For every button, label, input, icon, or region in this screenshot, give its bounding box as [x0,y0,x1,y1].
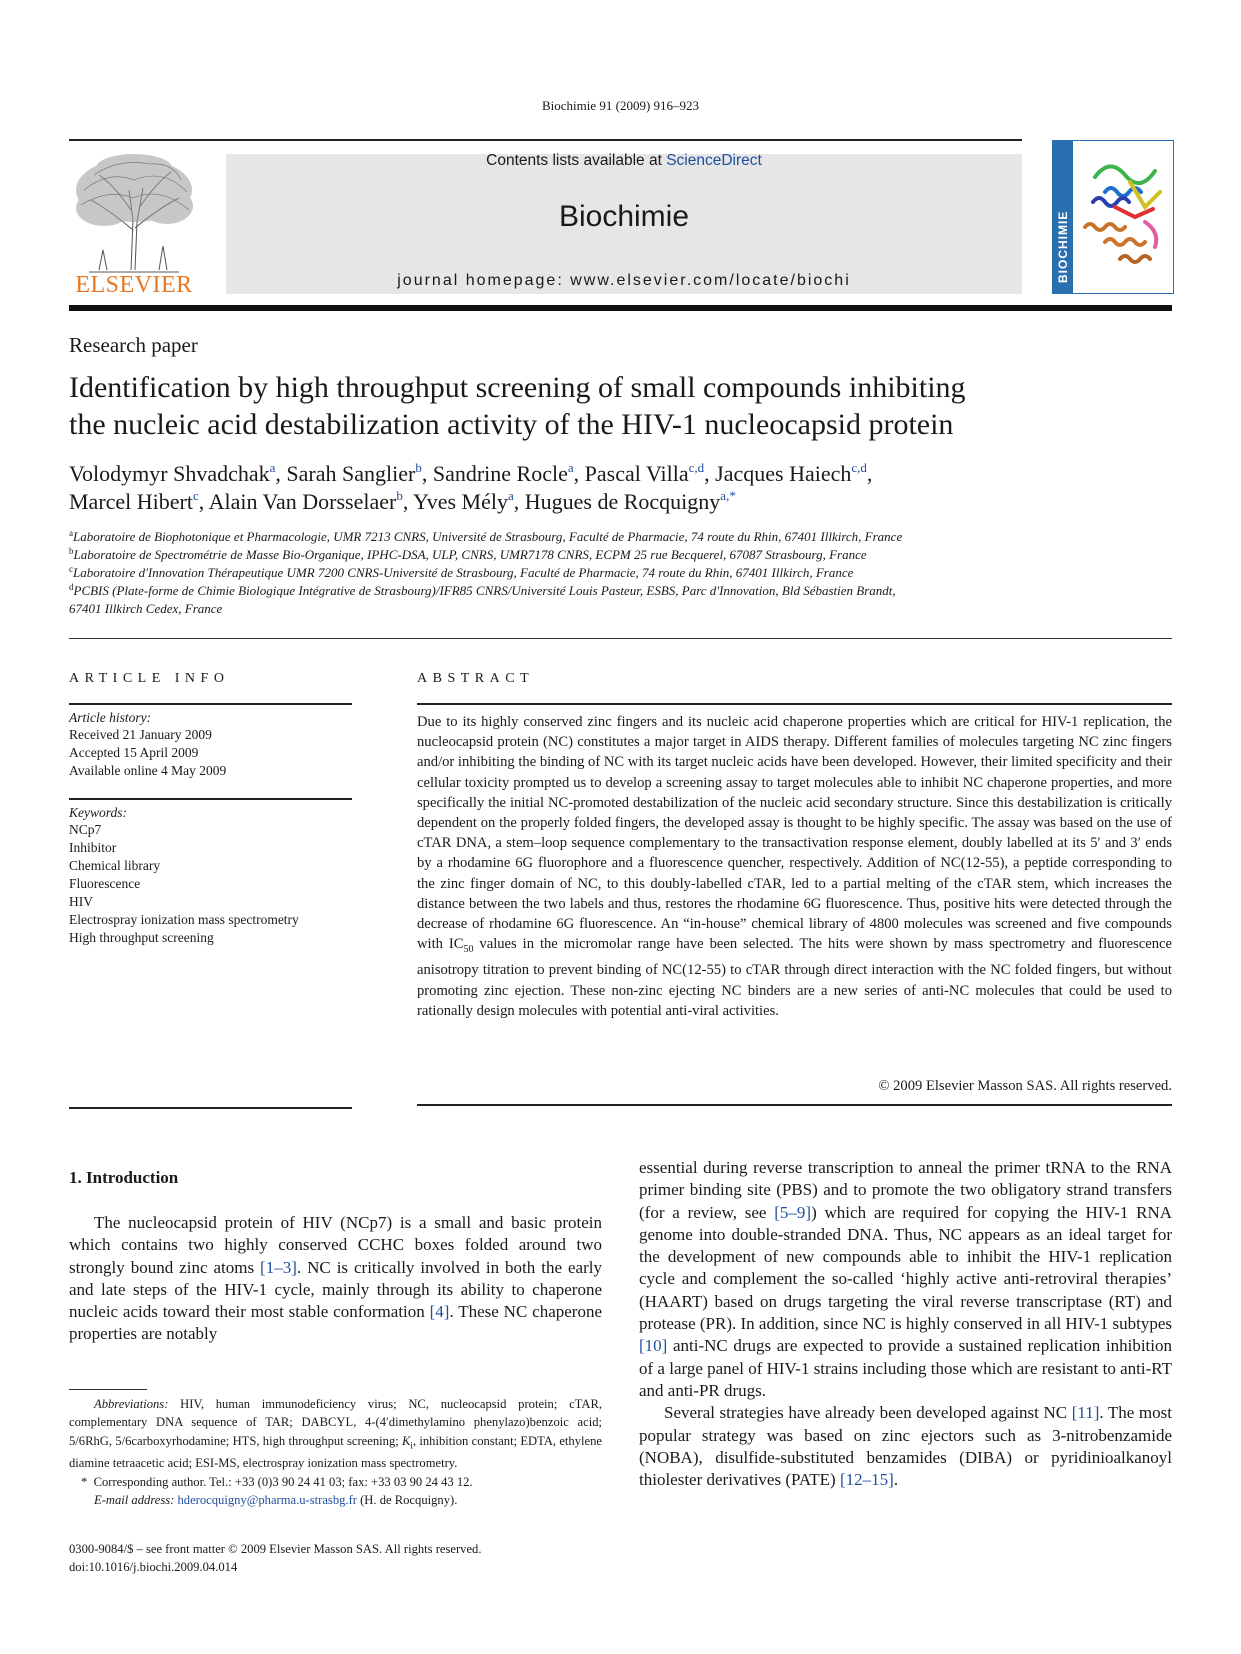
keywords-rule [69,798,352,800]
author-line-1: Volodymyr Shvadchak$^a$, Sarah Sanglier$^b$, Sandrine Rocle$^a$, Pascal Villa$^{c,d}$, Jacques Haiech$^{c,d}$, [69,460,873,486]
keyword: Fluorescence [69,876,141,891]
author-name[interactable]: Marcel Hibert [69,489,193,514]
history-label: Article history: [69,710,152,725]
affiliation-text-cont: 67401 Illkirch Cedex, France [69,601,223,616]
footnotes [69,1395,602,1509]
affiliation-b [69,546,1169,564]
author-name[interactable]: Volodymyr Shvadchak [69,461,270,486]
title-line-1: Identification by high throughput screening of small compounds inhibiting [69,371,966,404]
abstract-part: values in the micromolar range have been selected. The hits were shown by mass spectrometry and fluorescence anisotropy titration to prevent binding of NC(12-55) to cTAR through direct interaction with the NC folded fingers, but without promoting zinc ejection. These non-zinc ejecting NC binders are a new series of anti-NC molecules that could be used to rationally design molecules with potential anti-viral activities. [417,936,1172,1019]
affiliation-text: Laboratoire de Biophotonique et Pharmacologie, UMR 7213 CNRS, Université de Strasbourg, Faculté de Pharmacie, 74 route du Rhin, 67401 Illkirch, France [73,529,903,544]
intro-paragraph [639,1402,1172,1491]
header-rule [69,139,1022,141]
author-affiliation-mark[interactable]: a [269,460,276,475]
text-run: Several strategies have already been developed against NC [664,1403,1072,1423]
keywords-label: Keywords: [69,805,127,820]
author-affiliation-mark[interactable]: c,d [688,460,705,475]
intro-paragraph [639,1157,1172,1402]
author-affiliation-mark[interactable]: b [396,488,403,503]
abstract-heading: ABSTRACT [417,671,535,686]
author-name[interactable]: Sandrine Rocle [432,461,568,486]
keyword: Chemical library [69,858,161,873]
text-run: The nucleocapsid protein of HIV (NCp7) is a small and basic protein which contains two highly conserved CCHC boxes folded around two strongly bound zinc atoms [69,1213,602,1277]
author-list [69,460,1179,516]
asterisk-mark: * [81,1474,94,1489]
article-title [69,369,1179,443]
header-thick-rule [69,305,1172,311]
author-name[interactable]: Yves Mély [413,489,508,514]
affiliation-key: b [69,546,74,556]
reference-link[interactable]: [10] [639,1336,668,1356]
journal-cover-image [1052,140,1174,294]
issn-line: 0300-9084/$ – see front matter © 2009 Elsevier Masson SAS. All rights reserved. [69,1542,482,1556]
affiliation-key: a [69,528,73,538]
keyword: HIV [69,894,93,909]
intro-left-column [69,1212,602,1346]
cover-title: BIOCHIMIE [1056,210,1070,283]
email-owner: (H. de Rocquigny). [356,1493,458,1507]
affiliation-key: d [69,582,74,592]
author-affiliation-mark[interactable]: c,d [851,460,867,475]
front-matter-footer [69,1540,482,1576]
text-run: . [893,1470,899,1490]
history-accepted: Accepted 15 April 2009 [69,745,199,760]
sciencedirect-link[interactable]: ScienceDirect [666,152,762,169]
ic50-subscript: 50 [463,944,474,956]
abstract-copyright: © 2009 Elsevier Masson SAS. All rights reserved. [878,1078,1172,1094]
title-line-2: the nucleic acid destabilization activity of the HIV-1 nucleocapsid protein [69,408,954,441]
abbreviations-label: Abbreviations: [94,1397,169,1411]
reference-link[interactable]: [4] [429,1302,450,1322]
author-name[interactable]: Pascal Villa [584,461,689,486]
author-name[interactable]: Hugues de Rocquigny [524,489,721,514]
affiliation-a [69,528,1169,546]
footnote-rule [69,1389,147,1390]
corresponding-footnote [69,1473,602,1491]
ki-symbol: K [402,1433,411,1448]
affiliation-text: Laboratoire de Spectrométrie de Masse Bio-Organique, IPHC-DSA, ULP, CNRS, UMR7178 CNRS, ECPM 25 rue Becquerel, 67087 Strasbourg, France [73,547,867,562]
keyword: Electrospray ionization mass spectrometry [69,912,299,927]
contents-prefix: Contents lists available at [486,152,667,169]
journal-homepage-link[interactable]: journal homepage: www.elsevier.com/locate/biochi [397,272,851,289]
keywords [69,805,369,947]
title-separator-rule [69,638,1172,639]
journal-name: Biochimie [558,200,690,233]
reference-link[interactable]: [12–15] [839,1470,894,1490]
article-info-rule [69,703,352,705]
abstract-part: Due to its highly conserved zinc fingers and its nucleic acid chaperone properties which are critical for HIV-1 replication, the nucleocapsid protein (NC) constitutes a major target in AIDS therapy. Different families of molecules targeting NC zinc fingers and/or inhibiting the binding of NC with its target nucleic acids have been developed. However, their limited specificity and their cellular toxicity prompted us to develop a screening assay to target molecules able to inhibit NC chaperone properties, and more specifically the initial NC-promoted destabilization of the nucleic acid secondary structure. Since this destabilization is critically dependent on the properly folded fingers, the developed assay is thought to be highly specific. The assay was based on the use of cTAR DNA, a stem–loop sequence complementary to the transactivation response element, doubly labelled at its 5′ and 3′ ends by a rhodamine 6G fluorophore and a fluorescence quencher, respectively. Addition of NC(12-55), a peptide corresponding to the zinc finger domain of NC, to this doubly-labelled cTAR, led to a partial melting of the cTAR stem, which increases the distance between the two labels and thus, restores the rhodamine 6G fluorescence. Thus, positive hits were detected through the decrease of rhodamine 6G fluorescence. An “in-house” chemical library of 4800 molecules was screened and five compounds with IC [417,714,1172,953]
article-info-bottom-rule [69,1107,352,1109]
abstract-text [417,712,1172,1021]
author-affiliation-mark[interactable]: a [507,488,514,503]
abstract-bottom-rule [417,1104,1172,1106]
email-label: E-mail address: [94,1493,175,1507]
abbreviations-footnote [69,1395,602,1473]
text-run: . These NC chaperone properties are notably [69,1302,602,1344]
affiliation-d [69,582,1169,618]
corresponding-text: Corresponding author. Tel.: +33 (0)3 90 24 41 03; fax: +33 03 90 24 43 12. [93,1474,473,1489]
affiliation-text: Laboratoire d'Innovation Thérapeutique UMR 7200 CNRS-Université de Strasbourg, Faculté de Pharmacie, 74 route du Rhin, 67401 Illkirch, France [73,565,854,580]
protein-structure-illustration [1075,147,1171,287]
author-affiliation-mark[interactable]: b [415,460,422,475]
text-run: anti-NC drugs are expected to provide a sustained replication inhibition of a large panel of HIV-1 strains including those which are resistant to anti-RT and anti-PR drugs. [639,1336,1172,1400]
affiliation-text: PCBIS (Plate-forme de Chimie Biologique Intégrative de Strasbourg)/IFR85 CNRS/Université Louis Pasteur, ESBS, Parc d'Innovation, Bld Sébastien Brandt, [73,583,896,598]
keyword: NCp7 [69,822,102,837]
author-name[interactable]: Jacques Haiech [715,461,852,486]
text-run: HIV, human immunodeficiency virus; NC, nucleocapsid protein; cTAR, complementary DNA sequence of TAR; DABCYL, 4-(4′dimethylamino phenylazo)benzoic acid; 5/6RhG, 5/6carboxyrhodamine; HTS, high throughput screening; [69,1397,602,1448]
author-affiliation-mark[interactable]: a,* [720,488,736,503]
reference-link[interactable]: [1–3] [260,1257,297,1277]
reference-link[interactable]: [11] [1071,1403,1100,1423]
section-heading: 1. Introduction [69,1168,179,1187]
intro-right-column [639,1157,1172,1491]
reference-link[interactable]: [5–9] [774,1202,812,1222]
history-received: Received 21 January 2009 [69,727,212,742]
email-footnote [69,1491,602,1509]
affiliation-key: c [69,564,73,574]
author-name[interactable]: Alain Van Dorsselaer [208,489,397,514]
author-name[interactable]: Sarah Sanglier [286,461,416,486]
doi-line[interactable]: doi:10.1016/j.biochi.2009.04.014 [69,1560,238,1574]
ki-subscript: i [410,1440,413,1451]
text-run: , inhibition constant; EDTA, ethylene diamine tetraacetic acid; ESI-MS, electrospray ionization mass spectrometry. [69,1433,602,1471]
keyword: High throughput screening [69,930,214,945]
email-link[interactable]: hderocquigny@pharma.u-strasbg.fr [177,1493,357,1507]
text-run: . NC is critically involved in both the early and late steps of the HIV-1 cycle, mainly through its ability to chaperone nucleic acids toward their most stable conformation [69,1257,602,1322]
journal-citation: Biochimie 91 (2009) 916–923 [541,98,700,113]
article-info-heading: ARTICLE INFO [69,671,230,686]
affiliation-c [69,564,1169,582]
contents-available [226,152,1022,170]
text-run: essential during reverse transcription to anneal the primer tRNA to the RNA primer binding site (PBS) and to promote the two obligatory strand transfers (for a review, see [639,1158,1172,1222]
author-line-2: Marcel Hibert$^c$, Alain Van Dorsselaer$^b$, Yves Mély$^a$, Hugues de Rocquigny$^{a,*}$ [69,488,736,514]
history-online: Available online 4 May 2009 [69,763,227,778]
author-affiliation-mark[interactable]: c [193,488,199,503]
article-history [69,710,352,780]
author-affiliation-mark[interactable]: a [567,460,574,475]
text-run: ) which are required for copying the HIV-1 RNA genome into double-stranded DNA. Thus, NC appears as an ideal target for the development of new compounds able to inhibit the HIV-1 replication cycle and complement the so-called ‘highly active anti-retroviral therapies’ (HAART) based on drugs targeting the viral reverse transcriptase (RT) and protease (PR). In addition, since NC is highly conserved in all HIV-1 subtypes [639,1202,1172,1334]
elsevier-logo-text: ELSEVIER [75,272,193,298]
text-run: . The most popular strategy was based on zinc ejectors such as 3-nitrobenzamide (NOBA), disulfide-substituted benzamides (DIBA) or pyridinioalkanoyl thiolester derivatives (PATE) [639,1403,1172,1490]
keyword: Inhibitor [69,840,117,855]
intro-paragraph [69,1212,602,1346]
article-type: Research paper [69,333,198,357]
abstract-rule [417,703,1172,705]
